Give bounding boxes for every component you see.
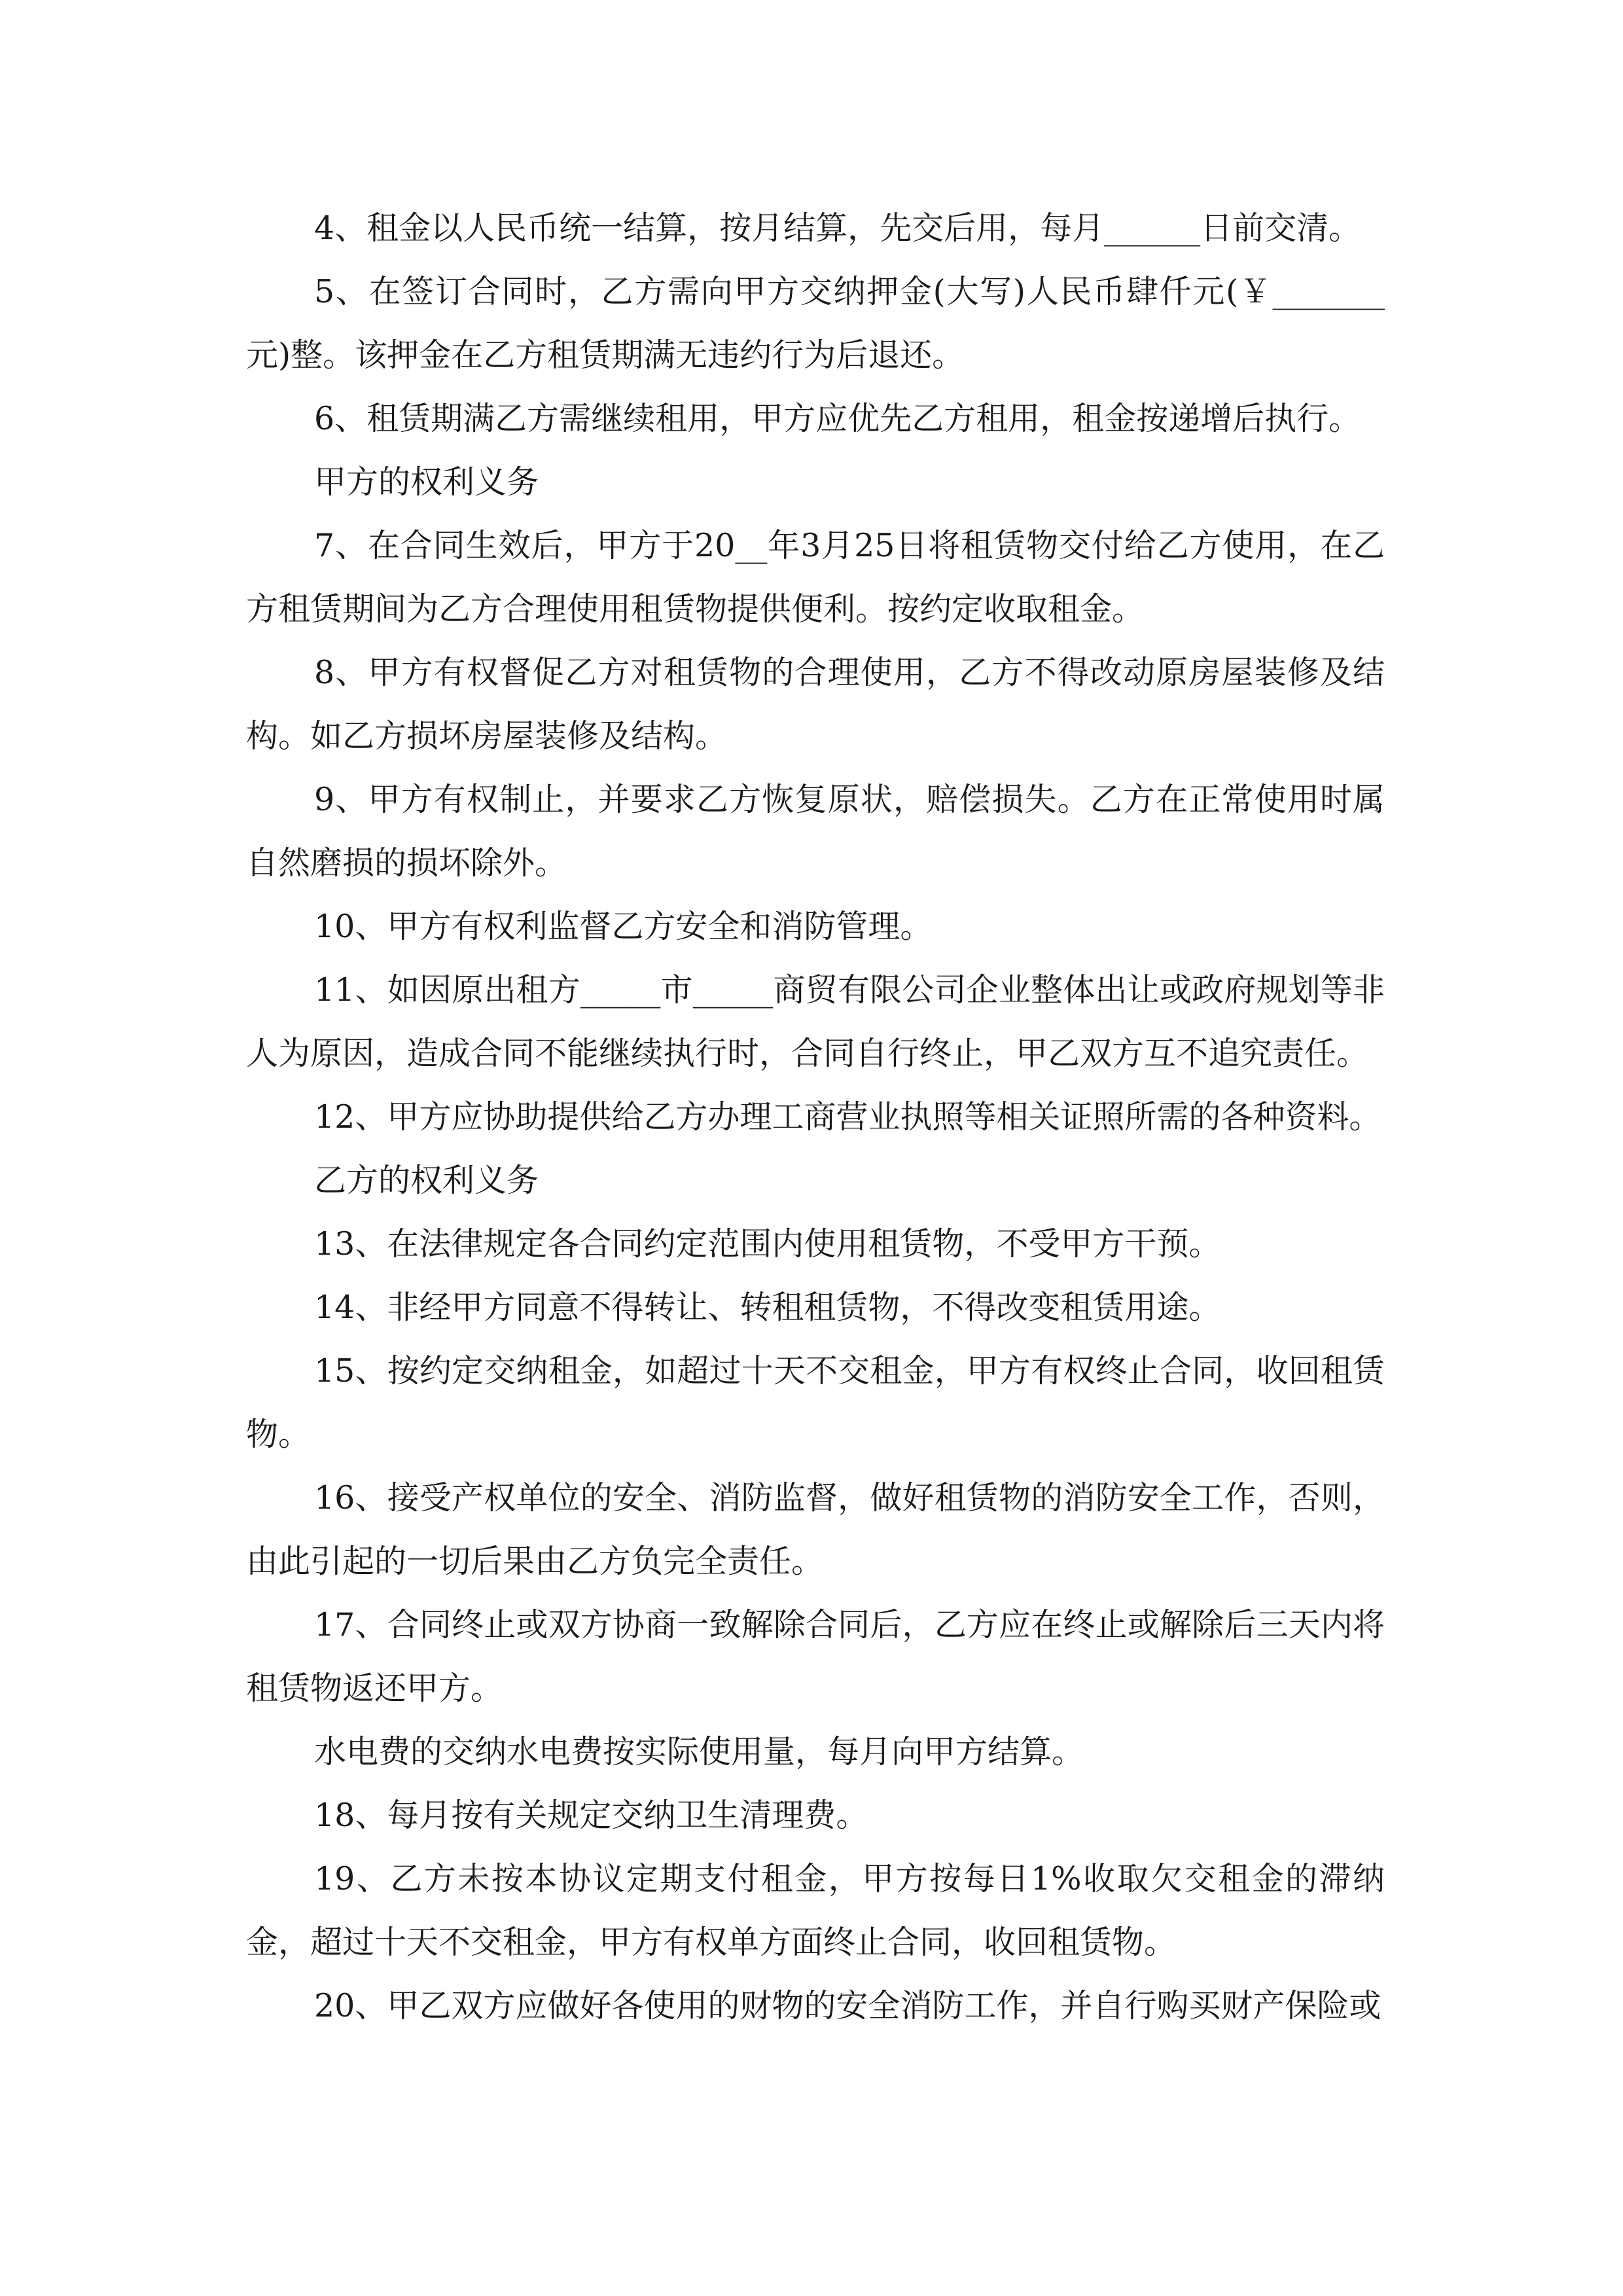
clause-17: 17、合同终止或双方协商一致解除合同后，乙方应在终止或解除后三天内将租赁物返还甲方。 (246, 1606, 1385, 1707)
clause-15: 15、按约定交纳租金，如超过十天不交租金，甲方有权终止合同，收回租赁物。 (246, 1352, 1385, 1453)
clause-19: 19、乙方未按本协议定期支付租金，甲方按每日1%收取欠交租金的滞纳金，超过十天不交租金，甲方有权单方面终止合同，收回租赁物。 (246, 1860, 1385, 1961)
clause-11: 11、如因原出租方_____市_____商贸有限公司企业整体出让或政府规划等非人为原因，造成合同不能继续执行时，合同自行终止，甲乙双方互不追究责任。 (246, 971, 1385, 1072)
clause-9: 9、甲方有权制止，并要求乙方恢复原状，赔偿损失。乙方在正常使用时属自然磨损的损坏除外。 (246, 781, 1385, 882)
section-heading-party-a: 甲方的权利义务 (314, 463, 539, 501)
clause-5: 5、在签订合同时，乙方需向甲方交纳押金(大写)人民币肆仟元(￥_______元)整。该押金在乙方租赁期满无违约行为后退还。 (246, 273, 1385, 374)
clause-20: 20、甲乙双方应做好各使用的财物的安全消防工作，并自行购买财产保险或 (314, 1987, 1382, 2024)
clause-16: 16、接受产权单位的安全、消防监督，做好租赁物的消防安全工作，否则，由此引起的一切后果由乙方负完全责任。 (246, 1479, 1385, 1580)
clause-4: 4、租金以人民币统一结算，按月结算，先交后用，每月______日前交清。 (314, 209, 1361, 247)
section-heading-party-b: 乙方的权利义务 (314, 1162, 539, 1199)
utilities-paragraph: 水电费的交纳水电费按实际使用量，每月向甲方结算。 (314, 1733, 1084, 1770)
clause-8: 8、甲方有权督促乙方对租赁物的合理使用，乙方不得改动原房屋装修及结构。如乙方损坏房屋装修及结构。 (246, 654, 1385, 755)
clause-13: 13、在法律规定各合同约定范围内使用租赁物，不受甲方干预。 (314, 1225, 1221, 1263)
document-body (246, 196, 1385, 2037)
clause-18: 18、每月按有关规定交纳卫生清理费。 (314, 1797, 868, 1834)
clause-10: 10、甲方有权利监督乙方安全和消防管理。 (314, 908, 933, 945)
clause-14: 14、非经甲方同意不得转让、转租租赁物，不得改变租赁用途。 (314, 1289, 1221, 1326)
clause-7: 7、在合同生效后，甲方于20__年3月25日将租赁物交付给乙方使用，在乙方租赁期间为乙方合理使用租赁物提供便利。按约定收取租金。 (246, 527, 1385, 628)
clause-6: 6、租赁期满乙方需继续租用，甲方应优先乙方租用，租金按递增后执行。 (314, 400, 1361, 437)
clause-12: 12、甲方应协助提供给乙方办理工商营业执照等相关证照所需的各种资料。 (314, 1098, 1382, 1136)
